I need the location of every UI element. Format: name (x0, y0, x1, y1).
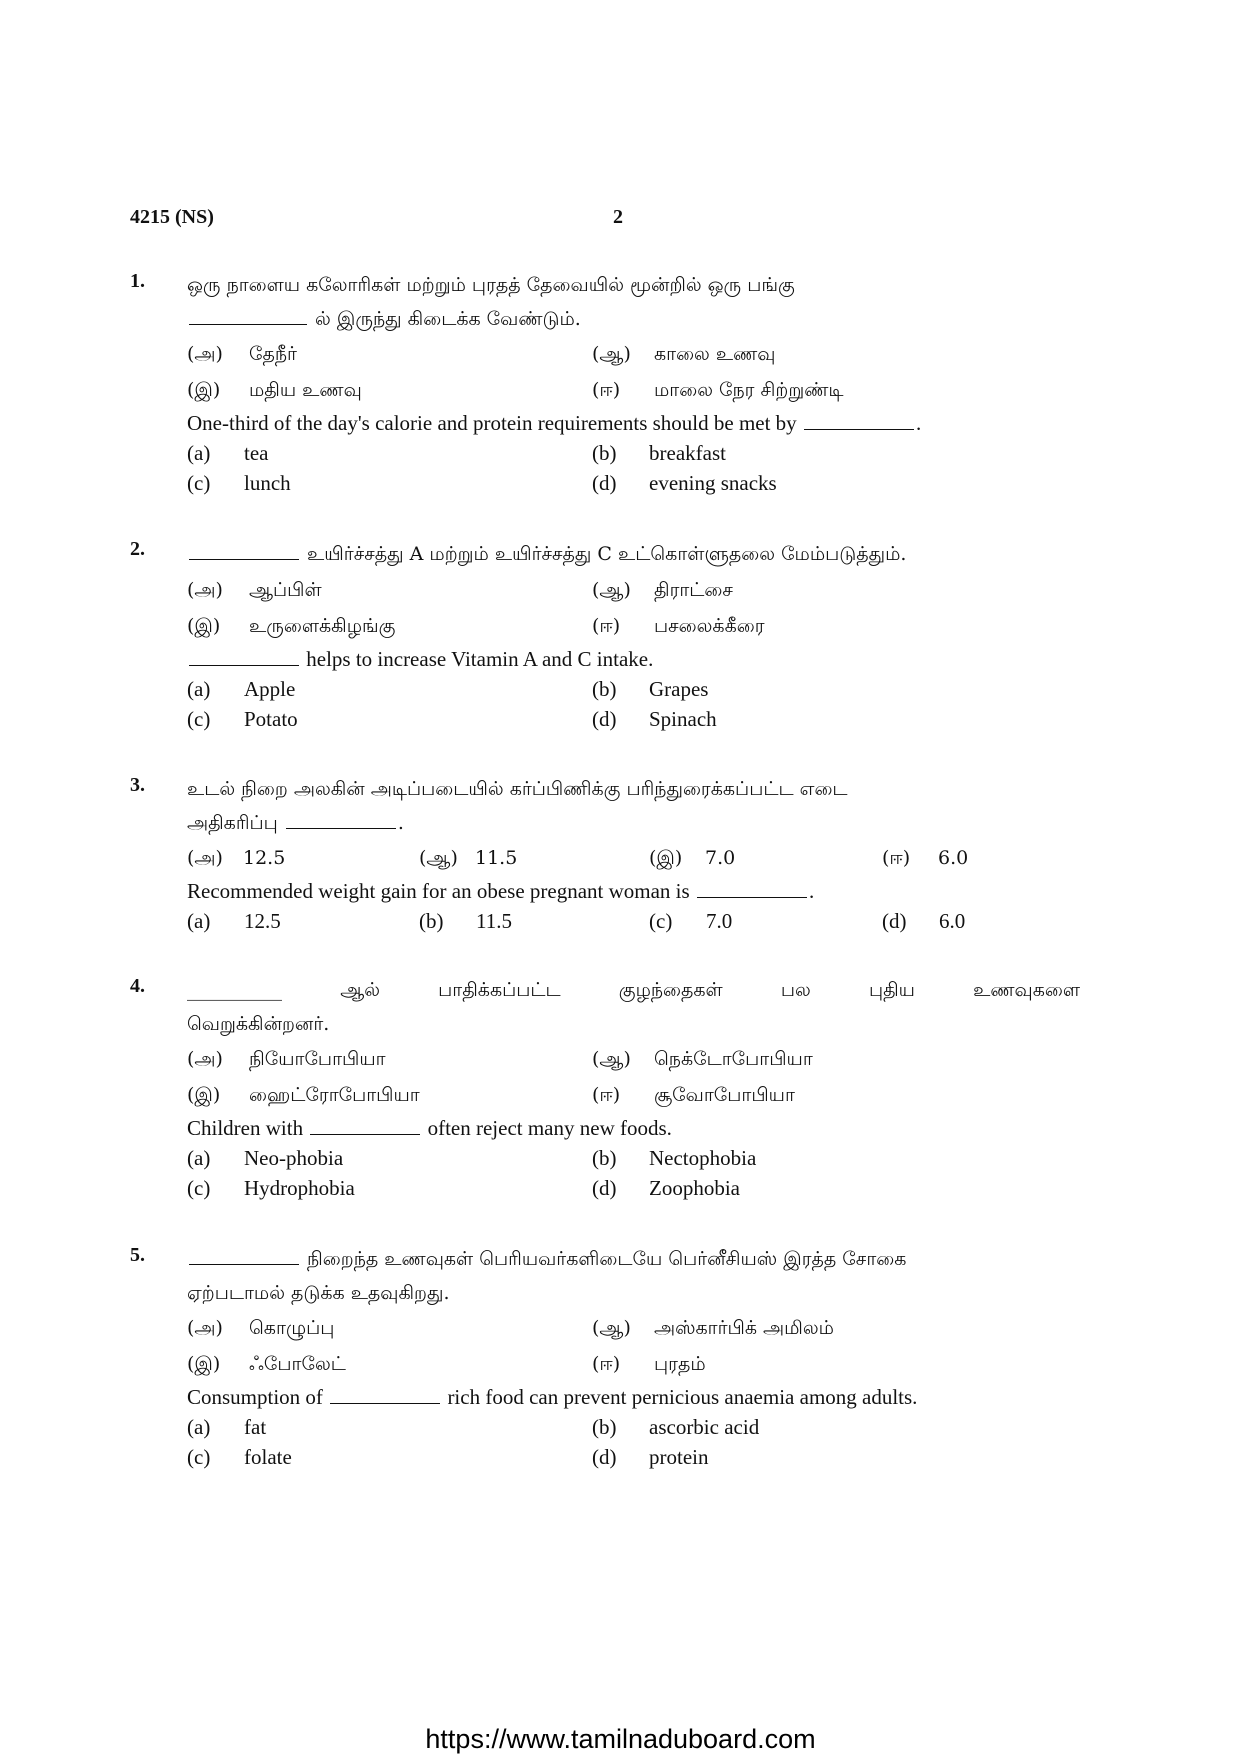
option-a: (a) tea (187, 441, 269, 465)
question-number: 5. (130, 1244, 145, 1266)
option-tamil-a: (அ) ஆப்பிள் (187, 579, 322, 601)
answer-blank (330, 1402, 440, 1404)
question-text-tamil: ஒரு நாளைய கலோரிகள் மற்றும் புரதத் தேவையில் மூன்றில் ஒரு பங்கு ல் இருந்து கிடைக்க வேண்டும். (187, 274, 795, 330)
option-tamil-a: (அ) 12.5 (187, 847, 286, 869)
option-tamil-c: (இ) உருளைக்கிழங்கு (187, 615, 396, 637)
option-b: (b) ascorbic acid (592, 1415, 760, 1439)
option-d: (d) protein (592, 1445, 709, 1469)
option-a: (a) 12.5 (187, 909, 281, 933)
options-tamil (187, 572, 1080, 644)
options-tamil (187, 1310, 1080, 1382)
question-text-tamil: உயிர்ச்சத்து A மற்றும் உயிர்ச்சத்து C உட்கொள்ளுதலை மேம்படுத்தும். (187, 536, 1080, 572)
question-text-english: Children with often reject many new foods. (187, 1116, 672, 1140)
option-c: (c) Hydrophobia (187, 1176, 355, 1200)
option-tamil-b: (ஆ) 11.5 (419, 847, 518, 869)
answer-blank: __________ (187, 979, 282, 1001)
option-tamil-a: (அ) நியோபோபியா (187, 1048, 386, 1070)
question-3 (130, 772, 1080, 936)
options-english (187, 1412, 1080, 1472)
option-tamil-d: (ஈ) புரதம் (592, 1353, 706, 1375)
answer-blank (189, 323, 307, 325)
options-tamil (187, 840, 1080, 876)
answer-blank (310, 1133, 420, 1135)
option-tamil-b: (ஆ) திராட்சை (592, 579, 733, 601)
option-tamil-d: (ஈ) சூவோபோபியா (592, 1084, 795, 1106)
answer-blank (804, 428, 914, 430)
option-c: (c) lunch (187, 471, 291, 495)
option-d: (d) Spinach (592, 707, 717, 731)
answer-blank (697, 896, 807, 898)
question-4 (130, 973, 1080, 1203)
option-tamil-c: (இ) ஃபோலேட் (187, 1353, 346, 1375)
question-text-english: One-third of the day's calorie and protein requirements should be met by . (187, 411, 922, 435)
question-number: 2. (130, 538, 145, 560)
options-english (187, 1143, 1080, 1203)
option-tamil-b: (ஆ) அஸ்கார்பிக் அமிலம் (592, 1317, 834, 1339)
question-text-tamil: __________ ஆல் பாதிக்கப்பட்ட குழந்தைகள் பல புதிய உணவுகளை (187, 979, 1080, 1001)
question-number: 4. (130, 975, 145, 997)
options-english (187, 438, 1080, 498)
option-d: (d) 6.0 (882, 909, 966, 933)
option-tamil-d: (ஈ) 6.0 (882, 847, 969, 869)
question-text-english: helps to increase Vitamin A and C intake. (187, 644, 1080, 674)
option-tamil-a: (அ) தேநீர் (187, 343, 297, 365)
question-text-tamil: நிறைந்த உணவுகள் பெரியவர்களிடையே பெர்னீசியஸ் இரத்த சோகை ஏற்படாமல் தடுக்க உதவுகிறது. (187, 1248, 907, 1304)
options-tamil (187, 336, 1080, 408)
option-d: (d) evening snacks (592, 471, 777, 495)
option-tamil-d: (ஈ) பசலைக்கீரை (592, 615, 765, 637)
answer-blank (189, 664, 299, 666)
option-c: (c) folate (187, 1445, 292, 1469)
option-b: (b) 11.5 (419, 909, 512, 933)
question-text-english: Recommended weight gain for an obese pregnant woman is . (187, 879, 815, 903)
option-tamil-b: (ஆ) நெக்டோபோபியா (592, 1048, 813, 1070)
question-number: 1. (130, 270, 145, 292)
paper-code: 4215 (NS) (130, 206, 214, 228)
options-english (187, 906, 1080, 936)
answer-blank (189, 558, 299, 560)
option-b: (b) Nectophobia (592, 1146, 757, 1170)
footer-url: https://www.tamilnaduboard.com (425, 1724, 816, 1754)
option-a: (a) Neo-phobia (187, 1146, 344, 1170)
option-c: (c) 7.0 (649, 909, 733, 933)
question-text-tamil-continued: வெறுக்கின்றனர். (187, 1013, 330, 1035)
option-tamil-c: (இ) 7.0 (649, 847, 736, 869)
answer-blank (286, 827, 396, 829)
option-tamil-d: (ஈ) மாலை நேர சிற்றுண்டி (592, 379, 844, 401)
option-b: (b) Grapes (592, 677, 709, 701)
question-1 (130, 268, 1080, 498)
option-tamil-c: (இ) மதிய உணவு (187, 379, 362, 401)
options-english (187, 674, 1080, 734)
question-number: 3. (130, 774, 145, 796)
option-tamil-c: (இ) ஹைட்ரோபோபியா (187, 1084, 420, 1106)
option-a: (a) fat (187, 1415, 267, 1439)
question-text-tamil: உடல் நிறை அலகின் அடிப்படையில் கர்ப்பிணிக்கு பரிந்துரைக்கப்பட்ட எடை அதிகரிப்பு . (187, 778, 848, 834)
question-5 (130, 1242, 1080, 1472)
question-text-english: Consumption of rich food can prevent pernicious anaemia among adults. (187, 1385, 918, 1409)
option-tamil-b: (ஆ) காலை உணவு (592, 343, 776, 365)
option-d: (d) Zoophobia (592, 1176, 740, 1200)
options-tamil (187, 1041, 1080, 1113)
option-b: (b) breakfast (592, 441, 726, 465)
option-c: (c) Potato (187, 707, 298, 731)
option-a: (a) Apple (187, 677, 296, 701)
option-tamil-a: (அ) கொழுப்பு (187, 1317, 335, 1339)
page-number: 2 (613, 206, 623, 228)
answer-blank (189, 1263, 299, 1265)
question-2 (130, 536, 1080, 734)
